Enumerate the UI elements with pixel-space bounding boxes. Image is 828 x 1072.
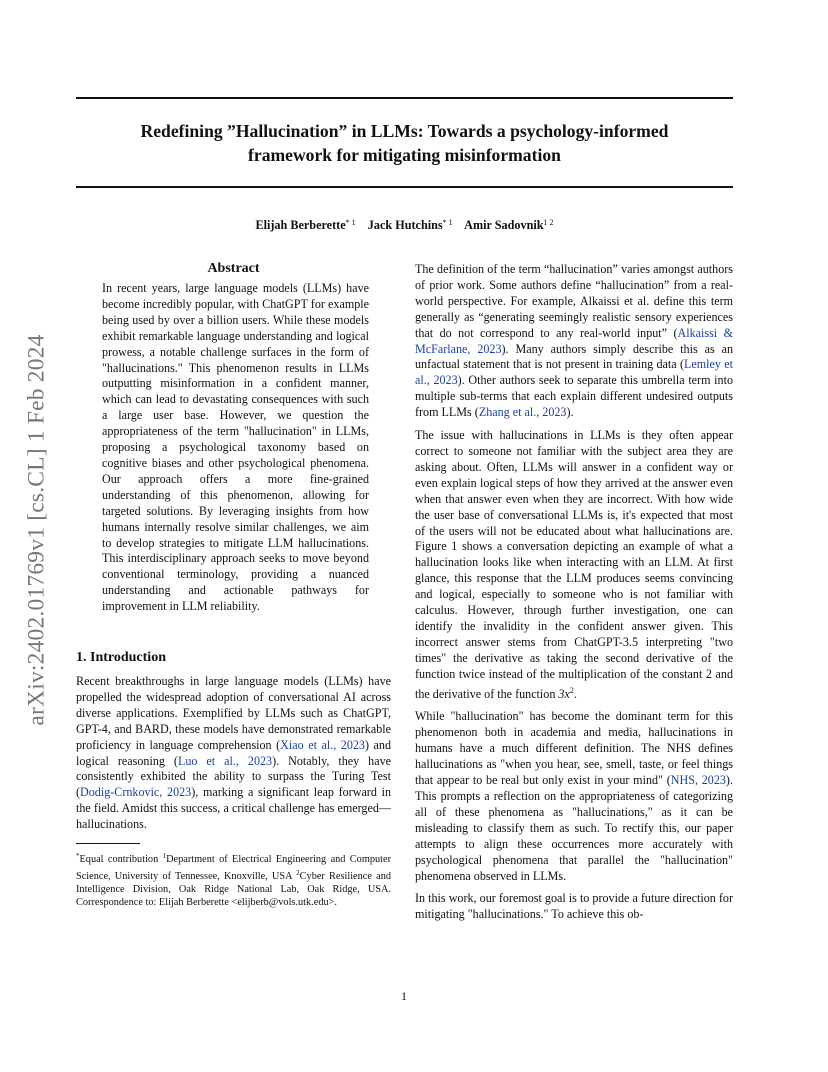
body-paragraph: In this work, our foremost goal is to provide a future direction for mitigating "hallucinations." To achieve this ob- — [415, 891, 733, 922]
paper-title: Redefining ”Hallucination” in LLMs: Towards a psychology-informed framework for mitigating misinformation — [140, 121, 669, 165]
left-column — [76, 260, 391, 910]
citation-link[interactable]: Alkaissi & McFarlane, 2023 — [415, 325, 733, 356]
citation-link[interactable]: NHS, 2023 — [670, 773, 726, 788]
title-rule-top — [76, 97, 733, 99]
right-column — [415, 262, 733, 930]
math-expression: $3x^2$ — [558, 685, 574, 701]
page-number: 1 — [401, 989, 407, 1003]
title-rule-bottom — [76, 186, 733, 188]
author: Amir Sadovnik — [464, 218, 544, 232]
citation-link[interactable]: Luo et al., 2023 — [177, 753, 273, 768]
abstract-heading: Abstract — [207, 261, 260, 276]
author-affiliation-mark: * 1 — [442, 218, 453, 227]
arxiv-sidebar — [20, 295, 54, 765]
author: Elijah Berberette — [255, 218, 346, 232]
author-affiliation-mark: 1 2 — [543, 218, 554, 227]
citation-link[interactable]: Zhang et al., 2023 — [478, 405, 567, 420]
body-paragraph: The issue with hallucinations in LLMs is they often appear correct to someone not familiar with the subject area they are asking about. Often, LLMs will answer in a confident way or even explain logical steps of how they arrived at the answer even when that answer even when they are incorrect. With how wide the user base of conversational LLMs is, it's expected that most of the users will not be educated about what hallucinations are. Figure 1 shows a conversation depicting an example of what a hallucination looks like when interacting with an LLM. At first glance, this response that the LLM produces seems convincing and logical, especially to someone who is not familiar with calculus. However, through further investigation, one can identify the invalidity in the confident answer given. This incorrect answer stems from ChatGPT-3.5 interpreting "two times" the derivative as taking the second derivative of the function twice instead of the multiplication of the constant 2 and the derivative of the function $3x^2$. — [415, 428, 733, 701]
footnote-rule — [76, 843, 140, 844]
citation-link[interactable]: Lemley et al., 2023 — [415, 357, 733, 388]
abstract-text: In recent years, large language models (LLMs) have become incredibly popular, with ChatGPT for example being used by over a billion users. While these models exhibit remarkable language understanding and logical prowess, a notable challenge surfaces in the form of "hallucinations." This phenomenon results in LLMs outputting misinformation in a confident manner, which can lead to devastating consequences with such a large user base. However, we question the appropriateness of the term "hallucination" in LLMs, proposing a psychological taxonomy based on cognitive biases and other psychological phenomena. Our approach offers a more fine-grained understanding of this phenomenon, allowing for targeted solutions. By leveraging insights from how humans internally resolve similar challenges, we aim to develop strategies to mitigate LLM hallucinations. This interdisciplinary approach seeks to move beyond conventional terminology, providing a nuanced understanding and actionable pathways for improvement in LLM reliability. — [102, 281, 369, 614]
footnote: *Equal contribution $^1$Department of Electrical Engineering and Computer Science, University of Tennessee, Knoxville, USA $^2$Cyber Resilience and Intelligence Division, Oak Ridge National Lab, Oak Ridge, USA. Correspondence to: Elijah Berberette <elijberb@vols.utk.edu>. — [76, 852, 391, 908]
author-list — [76, 215, 733, 233]
body-paragraph: While "hallucination" has become the dominant term for this phenomenon both in academia and media, hallucinations in humans have a much different definition. The NHS defines hallucinations as "when you hear, see, smell, taste, or feel things that appear to be real but only exist in your mind" (NHS, 2023). This prompts a reflection on the appropriateness of categorizing all of these phenomena as "hallucinations," as it can be misleading to classify them as such. To rectify this, our paper attempts to align these occurrences more accurately with psychological phenomena that parallel the "hallucination" phenomena observed in LLMs. — [415, 709, 733, 883]
citation-link[interactable]: Dodig-Crnkovic, 2023 — [80, 785, 192, 800]
citation-link[interactable]: Xiao et al., 2023 — [280, 737, 365, 752]
arxiv-identifier: arXiv:2402.01769v1 [cs.CL] 1 Feb 2024 — [23, 334, 50, 726]
body-paragraph: The definition of the term “hallucination” varies amongst authors of prior work. Some authors define “hallucination” from a real-world perspective. For example, Alkaissi et al. define this term generally as “generating seemingly realistic sensory experiences that do not correspond to any real-world input” (Alkaissi & McFarlane, 2023). Many authors simply describe this as an unfactual statement that is not present in training data (Lemley et al., 2023). Other authors seek to separate this umbrella term into multiple sub-terms that each explain different undesired outputs from LLMs (Zhang et al., 2023). — [415, 262, 733, 420]
author-affiliation-mark: * 1 — [345, 218, 356, 227]
section-heading-introduction: 1. Introduction — [76, 650, 166, 666]
intro-paragraph: Recent breakthroughs in large language models (LLMs) have propelled the widespread adoption of conversational AI across diverse applications. Exemplified by LLMs such as ChatGPT, GPT-4, and BARD, these models have demonstrated remarkable proficiency in language comprehension (Xiao et al., 2023) and logical reasoning (Luo et al., 2023). Notably, they have consistently exhibited the ability to surpass the Turing Test (Dodig-Crnkovic, 2023), marking a significant leap forward in the field. Amidst this success, a critical challenge has emerged—hallucinations. — [76, 674, 391, 832]
author: Jack Hutchins — [367, 218, 443, 232]
